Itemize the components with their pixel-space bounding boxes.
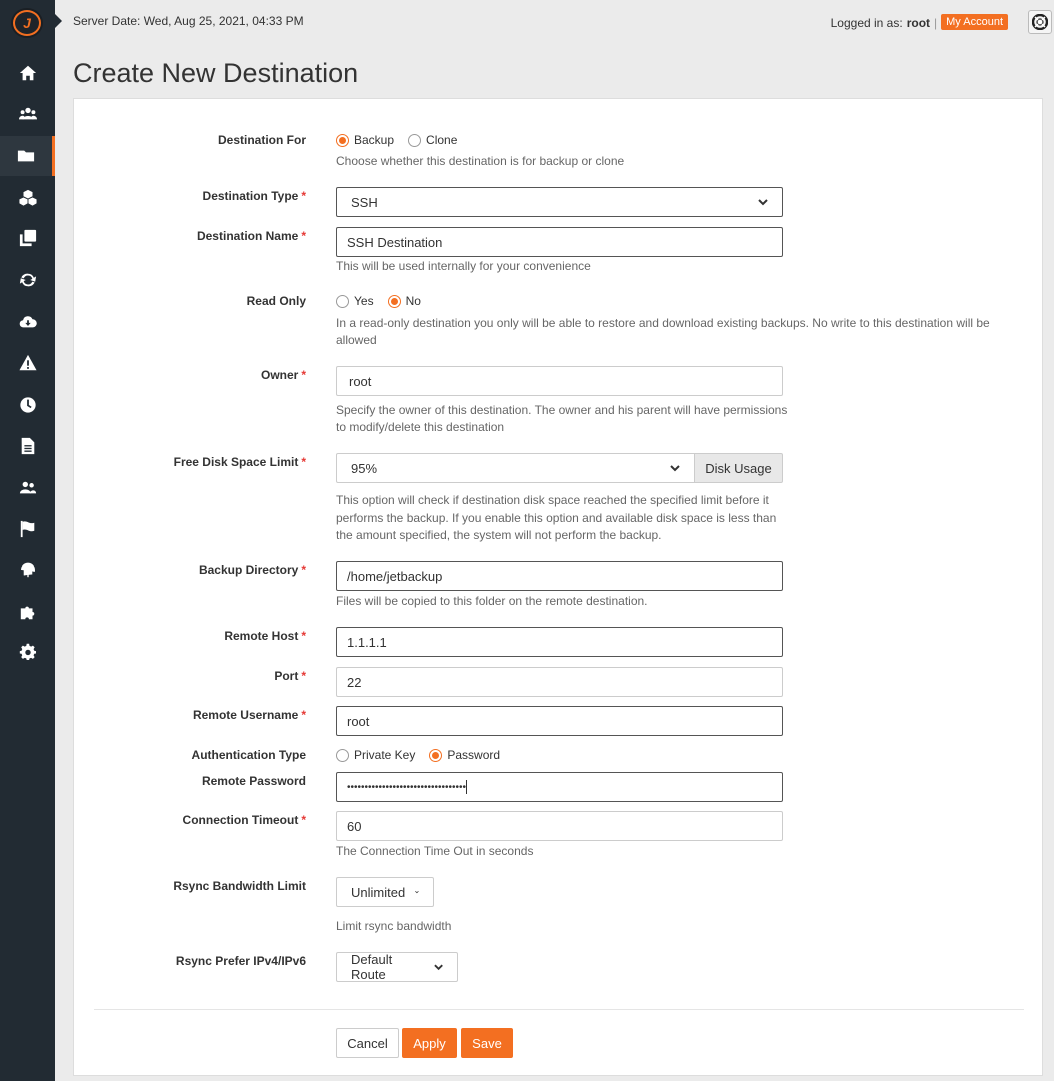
- sidebar-item-accounts[interactable]: [0, 94, 55, 134]
- destination-for-radio-group: [336, 133, 471, 147]
- owner-help-line2: to modify/delete this destination: [336, 420, 505, 434]
- my-account-button[interactable]: My Account: [941, 14, 1008, 30]
- backup-directory-label: Backup Directory *: [198, 563, 306, 577]
- rsync-prefer-ip-label: Rsync Prefer IPv4/IPv6: [175, 954, 306, 968]
- radio-clone-indicator[interactable]: [408, 134, 421, 147]
- destination-name-input[interactable]: [336, 227, 783, 257]
- owner-label: Owner *: [260, 368, 306, 382]
- jetbackup-logo[interactable]: [11, 8, 43, 38]
- destination-name-help: This will be used internally for your convenience: [336, 259, 591, 273]
- destination-type-select[interactable]: SSH: [336, 187, 783, 217]
- owner-input[interactable]: [336, 366, 783, 396]
- cloud-download-icon: [19, 313, 37, 331]
- cancel-button[interactable]: Cancel: [336, 1028, 399, 1058]
- save-button[interactable]: Save: [461, 1028, 513, 1058]
- radio-backup-indicator[interactable]: [336, 134, 349, 147]
- connection-timeout-help: The Connection Time Out in seconds: [336, 844, 534, 858]
- clone-icon: [19, 229, 37, 247]
- puzzle-icon: [19, 603, 37, 621]
- lifebuoy-icon: [1032, 14, 1048, 30]
- remote-host-label: Remote Host *: [224, 629, 306, 643]
- sidebar-item-reports[interactable]: [0, 509, 55, 549]
- port-input[interactable]: [336, 667, 783, 697]
- disk-usage-button[interactable]: Disk Usage: [694, 453, 783, 483]
- destination-for-label: Destination For: [217, 133, 306, 147]
- remote-host-input[interactable]: [336, 627, 783, 657]
- sidebar-item-alerts[interactable]: [0, 343, 55, 383]
- apply-button[interactable]: Apply: [402, 1028, 457, 1058]
- backup-directory-input[interactable]: [336, 561, 783, 591]
- remote-username-input[interactable]: [336, 706, 783, 736]
- connection-timeout-input[interactable]: [336, 811, 783, 841]
- radio-no-indicator[interactable]: [388, 295, 401, 308]
- sidebar-item-security[interactable]: [0, 550, 55, 590]
- sidebar-toggle-caret[interactable]: [55, 14, 62, 28]
- radio-yes-indicator[interactable]: [336, 295, 349, 308]
- separator: |: [934, 16, 938, 30]
- radio-backup[interactable]: Backup: [336, 133, 394, 147]
- sidebar-item-settings[interactable]: [0, 632, 55, 672]
- authentication-type-radio-group: [336, 748, 514, 762]
- page-title: Create New Destination: [73, 58, 359, 88]
- chevron-down-icon: [415, 887, 419, 897]
- free-disk-space-help-line3: the amount specified, the system will not perform the backup.: [336, 528, 662, 542]
- sidebar-item-home[interactable]: [0, 53, 55, 93]
- home-icon: [19, 64, 37, 82]
- user-info: [831, 16, 1008, 30]
- remote-username-label: Remote Username *: [192, 708, 306, 722]
- backup-directory-help: Files will be copied to this folder on the remote destination.: [336, 594, 648, 608]
- sidebar-item-logs[interactable]: [0, 426, 55, 466]
- read-only-radio-group: [336, 294, 435, 308]
- port-label: Port *: [274, 669, 306, 683]
- sidebar-item-schedules[interactable]: [0, 385, 55, 425]
- authentication-type-label: Authentication Type: [191, 748, 306, 762]
- help-button[interactable]: [1028, 10, 1052, 34]
- destination-name-label: Destination Name *: [196, 229, 306, 243]
- owner-help-line1: Specify the owner of this destination. The owner and his parent will have permissions: [336, 403, 788, 417]
- form-divider: [94, 1009, 1024, 1010]
- gear-icon: [19, 643, 37, 661]
- sidebar-item-downloads[interactable]: [0, 302, 55, 342]
- sidebar-item-backup-jobs[interactable]: [0, 178, 55, 218]
- cubes-icon: [19, 189, 37, 207]
- free-disk-space-select[interactable]: 95%: [336, 453, 695, 483]
- logo-mark-icon: J: [15, 12, 39, 34]
- flag-icon: [19, 520, 37, 538]
- sidebar-item-plugins[interactable]: [0, 592, 55, 632]
- clock-icon: [19, 396, 37, 414]
- rsync-bandwidth-help: Limit rsync bandwidth: [336, 919, 452, 933]
- logged-in-label: Logged in as:: [830, 16, 903, 30]
- rsync-bandwidth-label: Rsync Bandwidth Limit: [173, 879, 306, 893]
- remote-password-input[interactable]: [336, 772, 783, 802]
- read-only-label: Read Only: [246, 294, 306, 308]
- sidebar-item-permissions[interactable]: [0, 468, 55, 508]
- free-disk-space-help-line2: performs the backup. If you enable this option and available disk space is less than: [336, 511, 777, 525]
- radio-private-key-indicator[interactable]: [336, 749, 349, 762]
- chevron-down-icon: [434, 962, 443, 972]
- sidebar-item-destinations[interactable]: [0, 136, 55, 176]
- read-only-help-line2: allowed: [336, 333, 377, 347]
- sync-icon: [19, 271, 37, 289]
- radio-private-key[interactable]: Private Key: [336, 748, 415, 762]
- radio-password-indicator[interactable]: [429, 749, 442, 762]
- destination-form-panel: [73, 98, 1043, 1076]
- destination-type-label: Destination Type *: [202, 189, 306, 203]
- folder-icon: [17, 147, 35, 165]
- read-only-help-line1: In a read-only destination you only will be able to restore and download existing backups. No write to this destination will be: [336, 316, 990, 330]
- remote-password-label: Remote Password: [201, 774, 306, 788]
- rsync-prefer-ip-select[interactable]: Default Route: [336, 952, 458, 982]
- free-disk-space-label: Free Disk Space Limit *: [173, 455, 306, 469]
- radio-clone[interactable]: Clone: [408, 133, 457, 147]
- sidebar-item-clone-jobs[interactable]: [0, 218, 55, 258]
- file-icon: [19, 437, 37, 455]
- text-cursor: [466, 780, 467, 794]
- password-mask: ••••••••••••••••••••••••••••••••••: [347, 781, 467, 793]
- sidebar-item-restore[interactable]: [0, 260, 55, 300]
- fingerprint-icon: [19, 561, 37, 579]
- sidebar: [0, 0, 55, 1081]
- free-disk-space-help-line1: This option will check if destination disk space reached the specified limit before it: [336, 493, 769, 507]
- chevron-down-icon: [670, 463, 680, 473]
- connection-timeout-label: Connection Timeout *: [182, 813, 306, 827]
- username: root: [906, 16, 931, 30]
- warning-icon: [19, 354, 37, 372]
- users-icon: [19, 105, 37, 123]
- radio-read-only-no[interactable]: No: [388, 294, 421, 308]
- destination-for-help: Choose whether this destination is for backup or clone: [336, 154, 625, 168]
- rsync-bandwidth-select[interactable]: Unlimited: [336, 877, 434, 907]
- chevron-down-icon: [758, 197, 768, 207]
- radio-read-only-yes[interactable]: Yes: [336, 294, 374, 308]
- top-bar: [55, 0, 1054, 44]
- group-icon: [19, 479, 37, 497]
- radio-password[interactable]: Password: [429, 748, 500, 762]
- server-date: Server Date: Wed, Aug 25, 2021, 04:33 PM: [73, 14, 304, 28]
